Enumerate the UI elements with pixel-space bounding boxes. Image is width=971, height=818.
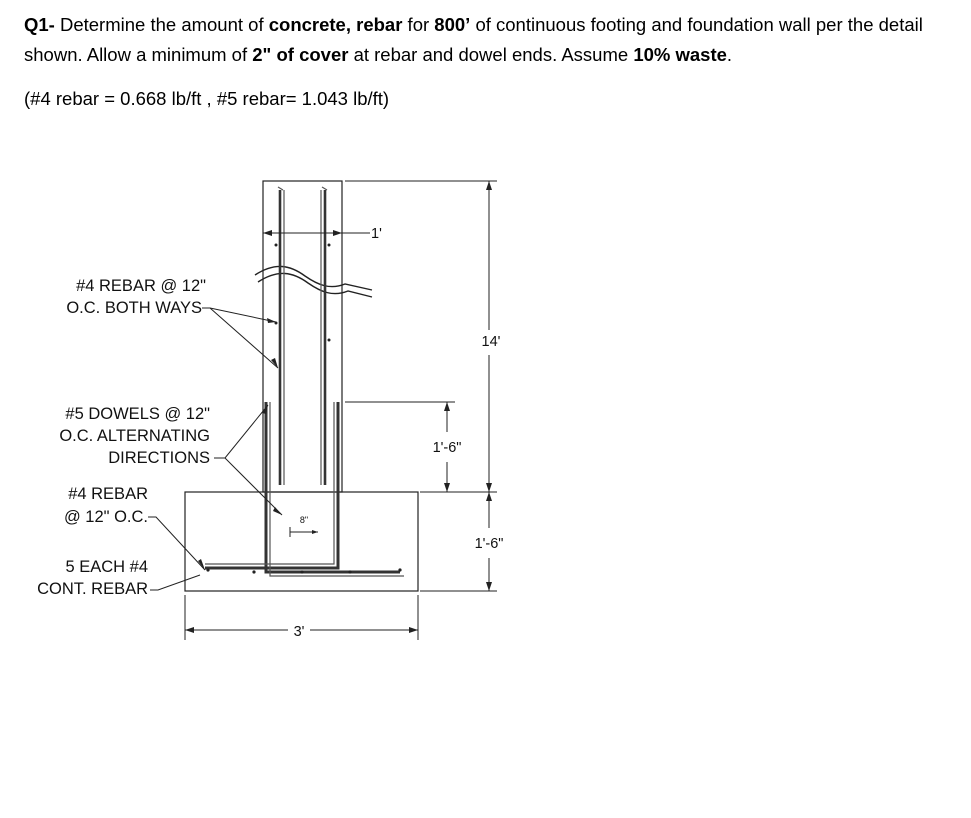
rebar-unit-weights: (#4 rebar = 0.668 lb/ft , #5 rebar= 1.043 lb/ft) — [24, 88, 390, 109]
wall-rebar-label-line2: O.C. BOTH WAYS — [66, 299, 202, 317]
question-emphasis: 800’ — [434, 14, 471, 35]
wall-rebar-label-line1: #4 REBAR @ 12" — [76, 277, 206, 295]
wall-height-dimension — [345, 181, 497, 492]
footing-rebar-label-line2: @ 12" O.C. — [63, 508, 148, 526]
dowels-label-line2: O.C. ALTERNATING — [59, 427, 210, 445]
footing-rebar-label-line1: #4 REBAR — [68, 485, 148, 503]
question-text-part: of continuous footing and foundation wall per the detail shown. Allow a minimum of — [24, 14, 923, 65]
footing-width-text: 3' — [293, 624, 305, 640]
dowel-spacing-text: 8" — [299, 515, 309, 525]
foundation-wall — [263, 181, 342, 492]
question-number: Q1- — [24, 14, 55, 35]
question-text-part: . — [726, 44, 733, 65]
wall-vertical-rebar — [280, 190, 325, 485]
wall-height-text: 14' — [481, 334, 501, 350]
question-emphasis: concrete, rebar — [268, 14, 403, 35]
question-text-part: Determine the amount of — [54, 14, 269, 35]
cont-rebar-label-line1: 5 EACH #4 — [65, 558, 148, 576]
question-text-part: for — [402, 14, 435, 35]
dowel-height-text: 1'-6" — [432, 440, 462, 456]
footing-depth-text: 1'-6" — [474, 536, 504, 552]
question-emphasis: 2" of cover — [252, 44, 349, 65]
dowels-label-line3: DIRECTIONS — [108, 449, 210, 467]
cont-rebar-label-line2: CONT. REBAR — [37, 580, 148, 598]
question-text-part: at rebar and dowel ends. Assume — [348, 44, 634, 65]
question-emphasis: 10% waste — [633, 44, 727, 65]
dowels-label-line1: #5 DOWELS @ 12" — [65, 405, 210, 423]
dowels — [205, 402, 400, 572]
wall-thickness-text: 1' — [371, 226, 382, 242]
